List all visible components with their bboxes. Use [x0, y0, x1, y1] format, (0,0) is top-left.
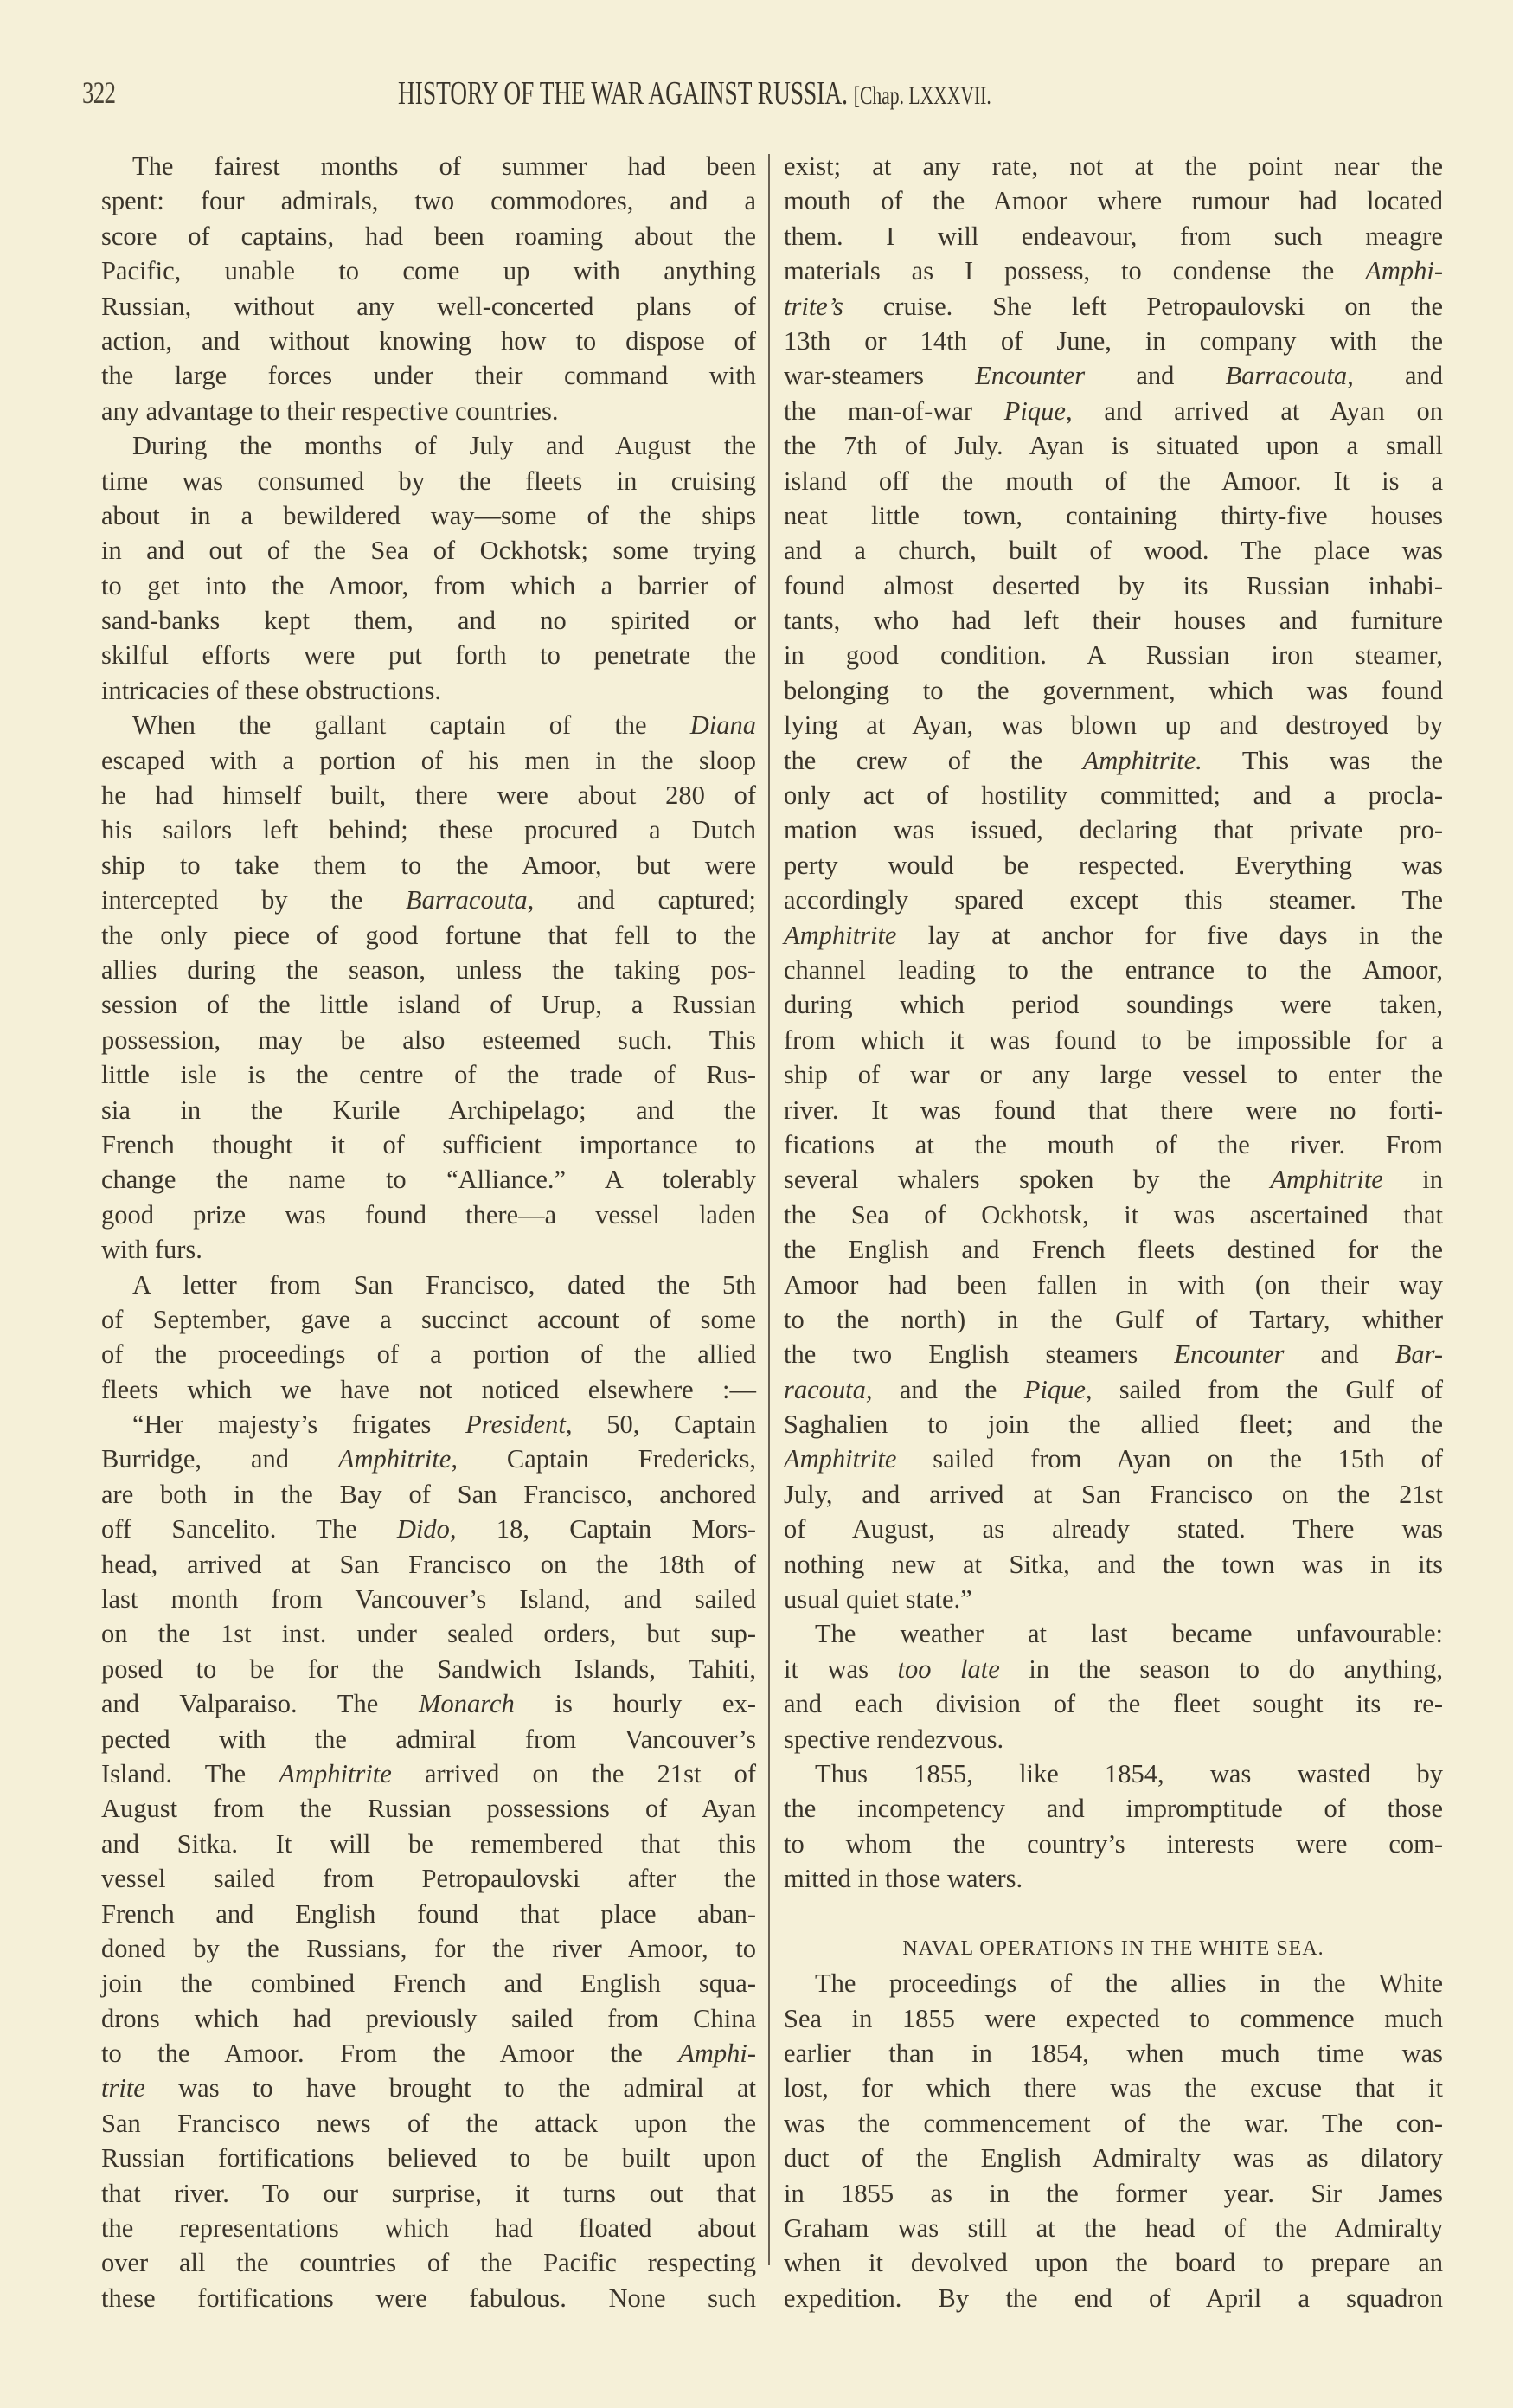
chapter-label: [Chap. LXXXVII.: [853, 81, 991, 110]
text-line: the crew of the Amphitrite. This was the: [784, 745, 1443, 775]
text-line: head, arrived at San Francisco on the 18th of: [101, 1549, 756, 1579]
text-line: and Sitka. It will be remembered that this: [101, 1828, 756, 1859]
text-line: A letter from San Francisco, dated the 5th: [132, 1269, 756, 1300]
text-line: ship of war or any large vessel to enter the: [784, 1060, 1443, 1090]
text-line: During the months of July and August the: [132, 431, 756, 461]
text-line: his sailors left behind; these procured a Dutch: [101, 815, 756, 845]
text-line: tants, who had left their houses and furniture: [784, 606, 1443, 636]
text-line: and a church, built of wood. The place was: [784, 536, 1443, 566]
text-column-right: [784, 149, 1443, 2315]
text-line: Amphitrite sailed from Ayan on the 15th of: [784, 1444, 1443, 1474]
text-line: during which period soundings were taken,: [784, 990, 1443, 1020]
text-line: he had himself built, there were about 280 of: [101, 780, 756, 811]
spacer: [784, 1897, 1443, 1931]
text-line: the large forces under their command with: [101, 361, 756, 391]
text-line: these fortifications were fabulous. None such: [101, 2283, 756, 2313]
text-line: that river. To our surprise, it turns out that: [101, 2178, 756, 2208]
page-number: 322: [82, 75, 116, 110]
text-line: good prize was found there—a vessel laden: [101, 1199, 756, 1230]
text-line: earlier than in 1854, when much time was: [784, 2039, 1443, 2069]
text-line: possession, may be also esteemed such. This: [101, 1024, 756, 1055]
text-line: to whom the country’s interests were com-: [784, 1828, 1443, 1859]
text-line: Amphitrite lay at anchor for five days in the: [784, 920, 1443, 950]
text-line: the two English steamers Encounter and Bar-: [784, 1339, 1443, 1370]
text-line: lying at Ayan, was blown up and destroyed by: [784, 710, 1443, 741]
text-line: with furs.: [101, 1235, 202, 1265]
text-line: Sea in 1855 were expected to commence much: [784, 2003, 1443, 2033]
text-line: trite was to have brought to the admiral at: [101, 2073, 756, 2103]
text-line: drons which had previously sailed from China: [101, 2003, 756, 2033]
text-line: in and out of the Sea of Ockhotsk; some trying: [101, 536, 756, 566]
text-line: the incompetency and impromptitude of those: [784, 1794, 1443, 1824]
section-heading: NAVAL OPERATIONS IN THE WHITE SEA.: [902, 1936, 1324, 1960]
text-line: session of the little island of Urup, a Russian: [101, 990, 756, 1020]
text-line: last month from Vancouver’s Island, and sailed: [101, 1584, 756, 1615]
text-line: Russian fortifications believed to be built upon: [101, 2143, 756, 2174]
text-line: Russian, without any well-concerted plans of: [101, 291, 756, 321]
text-line: San Francisco news of the attack upon the: [101, 2108, 756, 2138]
text-line: intercepted by the Barracouta, and captured;: [101, 885, 756, 915]
text-line: perty would be respected. Everything was: [784, 850, 1443, 880]
text-line: trite’s cruise. She left Petropaulovski on the: [784, 291, 1443, 321]
text-line: Burridge, and Amphitrite, Captain Fredericks,: [101, 1444, 756, 1474]
text-line: racouta, and the Pique, sailed from the Gulf of: [784, 1374, 1443, 1404]
text-line: any advantage to their respective countries.: [101, 395, 559, 426]
running-title: [398, 74, 991, 112]
text-line: The fairest months of summer had been: [132, 151, 756, 181]
text-line: on the 1st inst. under sealed orders, but sup-: [101, 1619, 756, 1649]
text-line: of August, as already stated. There was: [784, 1514, 1443, 1544]
text-line: pected with the admiral from Vancouver’s: [101, 1724, 756, 1754]
text-line: island off the mouth of the Amoor. It is a: [784, 466, 1443, 496]
text-line: When the gallant captain of the Diana: [132, 710, 756, 741]
text-line: of September, gave a succinct account of some: [101, 1304, 756, 1334]
text-line: when it devolved upon the board to prepare an: [784, 2248, 1443, 2278]
text-line: duct of the English Admiralty was as dilatory: [784, 2143, 1443, 2174]
text-line: sia in the Kurile Archipelago; and the: [101, 1095, 756, 1125]
text-line: spent: four admirals, two commodores, and a: [101, 186, 756, 216]
text-line: over all the countries of the Pacific respecting: [101, 2248, 756, 2278]
text-line: join the combined French and English squa-: [101, 1968, 756, 1999]
text-line: nothing new at Sitka, and the town was in its: [784, 1549, 1443, 1579]
text-line: mation was issued, declaring that private pro-: [784, 815, 1443, 845]
text-line: in good condition. A Russian iron steamer,: [784, 640, 1443, 671]
text-line: usual quiet state.”: [784, 1584, 972, 1615]
text-line: several whalers spoken by the Amphitrite in: [784, 1165, 1443, 1195]
text-line: August from the Russian possessions of Ayan: [101, 1794, 756, 1824]
book-title: HISTORY OF THE WAR AGAINST RUSSIA.: [398, 75, 848, 112]
text-line: Saghalien to join the allied fleet; and the: [784, 1409, 1443, 1440]
text-line: action, and without knowing how to dispose of: [101, 325, 756, 356]
text-line: Pacific, unable to come up with anything: [101, 256, 756, 286]
text-line: ship to take them to the Amoor, but were: [101, 850, 756, 880]
text-line: Thus 1855, like 1854, was wasted by: [815, 1758, 1443, 1788]
text-line: and Valparaiso. The Monarch is hourly ex-: [101, 1689, 756, 1719]
text-line: and each division of the fleet sought its re-: [784, 1689, 1443, 1719]
text-line: from which it was found to be impossible for a: [784, 1024, 1443, 1055]
text-line: escaped with a portion of his men in the sloop: [101, 745, 756, 775]
text-line: expedition. By the end of April a squadron: [784, 2283, 1443, 2313]
text-line: off Sancelito. The Dido, 18, Captain Mors-: [101, 1514, 756, 1544]
column-divider: [768, 154, 770, 2265]
text-line: The weather at last became unfavourable:: [815, 1619, 1443, 1649]
text-line: 13th or 14th of June, in company with the: [784, 325, 1443, 356]
text-column-left: [101, 149, 756, 2315]
text-line: war-steamers Encounter and Barracouta, and: [784, 361, 1443, 391]
text-line: mitted in those waters.: [784, 1864, 1023, 1894]
text-line: to get into the Amoor, from which a barrier of: [101, 570, 756, 600]
text-line: French and English found that place aban-: [101, 1898, 756, 1929]
text-line: score of captains, had been roaming about the: [101, 221, 756, 251]
text-line: only act of hostility committed; and a procla-: [784, 780, 1443, 811]
text-line: July, and arrived at San Francisco on the 21st: [784, 1479, 1443, 1509]
text-line: skilful efforts were put forth to penetrate the: [101, 640, 756, 671]
text-line: accordingly spared except this steamer. The: [784, 885, 1443, 915]
text-line: it was too late in the season to do anything,: [784, 1653, 1443, 1684]
text-line: channel leading to the entrance to the Amoor,: [784, 954, 1443, 985]
text-line: Amoor had been fallen in with (on their way: [784, 1269, 1443, 1300]
text-line: time was consumed by the fleets in cruising: [101, 466, 756, 496]
text-line: the man-of-war Pique, and arrived at Ayan on: [784, 395, 1443, 426]
text-line: them. I will endeavour, from such meagre: [784, 221, 1443, 251]
text-line: river. It was found that there were no forti-: [784, 1095, 1443, 1125]
text-line: in 1855 as in the former year. Sir James: [784, 2178, 1443, 2208]
text-line: The proceedings of the allies in the White: [815, 1968, 1443, 1999]
text-line: materials as I possess, to condense the Amphi-: [784, 256, 1443, 286]
text-line: the representations which had floated about: [101, 2213, 756, 2244]
text-line: was the commencement of the war. The con-: [784, 2108, 1443, 2138]
text-line: exist; at any rate, not at the point near the: [784, 151, 1443, 181]
text-line: the 7th of July. Ayan is situated upon a small: [784, 431, 1443, 461]
text-line: the only piece of good fortune that fell to the: [101, 920, 756, 950]
text-line: lost, for which there was the excuse that it: [784, 2073, 1443, 2103]
page-header: [82, 74, 1466, 118]
text-line: belonging to the government, which was found: [784, 675, 1443, 705]
text-line: the Sea of Ockhotsk, it was ascertained that: [784, 1199, 1443, 1230]
text-line: posed to be for the Sandwich Islands, Tahiti,: [101, 1653, 756, 1684]
text-line: intricacies of these obstructions.: [101, 675, 442, 705]
text-line: French thought it of sufficient importance to: [101, 1129, 756, 1159]
text-line: of the proceedings of a portion of the allied: [101, 1339, 756, 1370]
text-line: “Her majesty’s frigates President, 50, Captain: [132, 1409, 756, 1440]
text-line: spective rendezvous.: [784, 1724, 1004, 1754]
text-line: fleets which we have not noticed elsewhere :—: [101, 1374, 756, 1404]
text-line: little isle is the centre of the trade of Rus-: [101, 1060, 756, 1090]
text-line: Island. The Amphitrite arrived on the 21st of: [101, 1758, 757, 1788]
text-line: found almost deserted by its Russian inhabi-: [784, 570, 1443, 600]
text-line: allies during the season, unless the taking pos-: [101, 954, 756, 985]
text-line: neat little town, containing thirty-five houses: [784, 500, 1443, 530]
text-line: change the name to “Alliance.” A tolerably: [101, 1165, 756, 1195]
text-line: are both in the Bay of San Francisco, anchored: [101, 1479, 756, 1509]
text-line: about in a bewildered way—some of the ships: [101, 500, 756, 530]
text-line: fications at the mouth of the river. From: [784, 1129, 1443, 1159]
text-line: to the Amoor. From the Amoor the Amphi-: [101, 2039, 756, 2069]
text-line: vessel sailed from Petropaulovski after the: [101, 1864, 756, 1894]
text-line: sand-banks kept them, and no spirited or: [101, 606, 756, 636]
text-line: the English and French fleets destined for the: [784, 1235, 1443, 1265]
text-line: doned by the Russians, for the river Amoor, to: [101, 1933, 756, 1963]
text-line: to the north) in the Gulf of Tartary, whither: [784, 1304, 1443, 1334]
text-line: mouth of the Amoor where rumour had located: [784, 186, 1443, 216]
text-line: Graham was still at the head of the Admiralty: [784, 2213, 1443, 2244]
